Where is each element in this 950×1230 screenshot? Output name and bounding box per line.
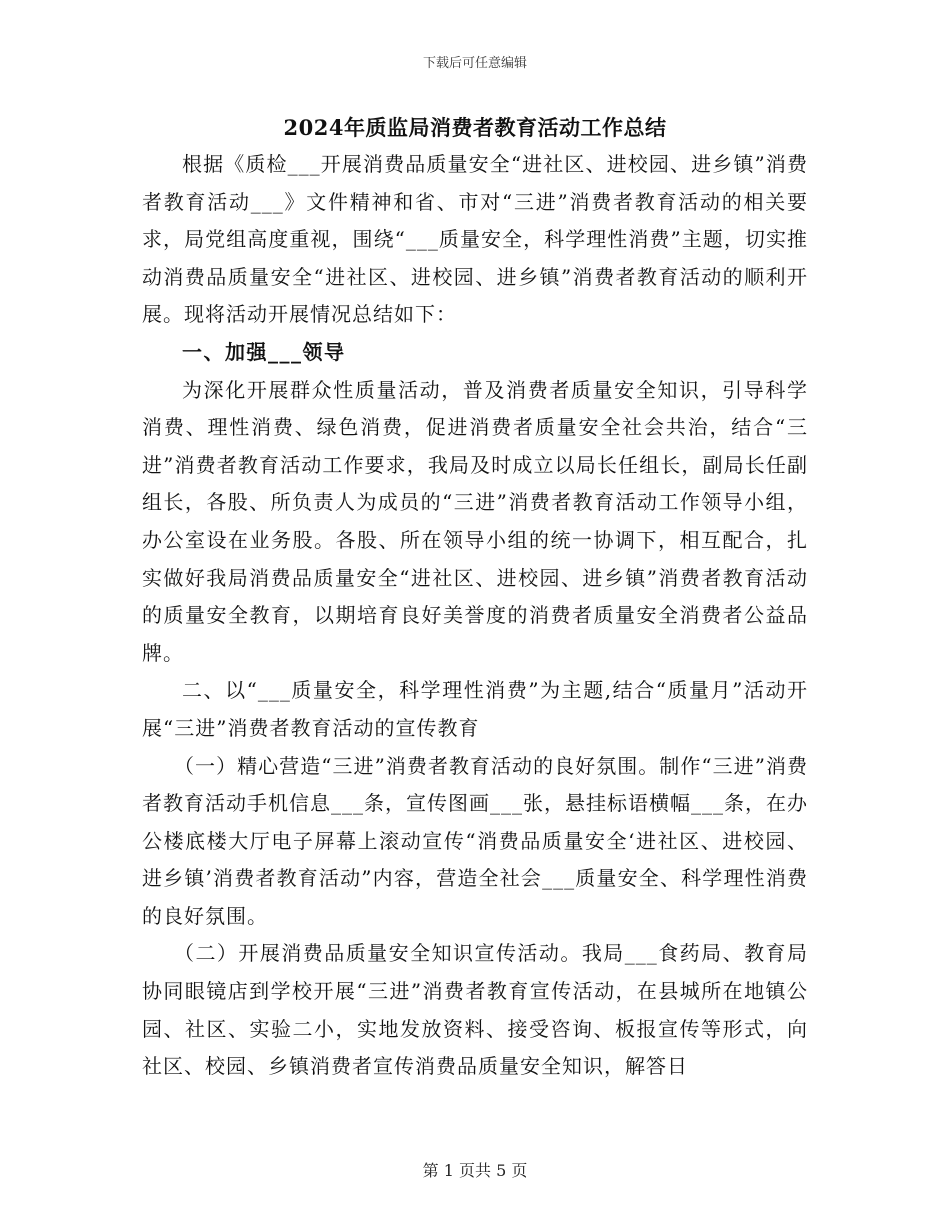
section-heading-2: 二、以“___质量安全，科学理性消费”为主题,结合“质量月”活动开展“三进”消费者教育活动的宣传教育 [142,678,808,740]
document-body [142,146,808,1086]
section-1-paragraph: 为深化开展群众性质量活动，普及消费者质量安全知识，引导科学消费、理性消费、绿色消费，促进消费者质量安全社会共治，结合“三进”消费者教育活动工作要求，我局及时成立以局长任组长，副局长任副组长，各股、所负责人为成员的“三进”消费者教育活动工作领导小组，办公室设在业务股。各股、所在领导小组的统一协调下，相互配合，扎实做好我局消费品质量安全“进社区、进校园、进乡镇”消费者教育活动的质量安全教育，以期培育良好美誉度的消费者质量安全消费者公益品牌。 [142,377,808,665]
subsection-2-paragraph: （二）开展消费品质量安全知识宣传活动。我局___食药局、教育局协同眼镜店到学校开展“三进”消费者教育宣传活动，在县城所在地镇公园、社区、实验二小，实地发放资料、接受咨询、板报宣传等形式，向社区、校园、乡镇消费者宣传消费品质量安全知识，解答日 [142,941,808,1079]
document-title: 2024年质监局消费者教育活动工作总结 [283,115,667,140]
page-footer: 第 1 页共 5 页 [422,1161,528,1180]
subsection-1-paragraph: （一）精心营造“三进”消费者教育活动的良好氛围。制作“三进”消费者教育活动手机信息___条，宣传图画___张，悬挂标语横幅___条，在办公楼底楼大厅电子屏幕上滚动宣传“消费品质量安全‘进社区、进校园、进乡镇’消费者教育活动”内容，营造全社会___质量安全、科学理性消费的良好氛围。 [142,753,808,928]
section-heading-1: 一、加强___领导 [182,339,346,364]
intro-paragraph: 根据《质检___开展消费品质量安全“进社区、进校园、进乡镇”消费者教育活动___》文件精神和省、市对“三进”消费者教育活动的相关要求，局党组高度重视，围绕“___质量安全，科学理性消费”主题，切实推动消费品质量安全“进社区、进校园、进乡镇”消费者教育活动的顺利开展。现将活动开展情况总结如下： [142,152,808,327]
page-header: 下载后可任意编辑 [422,56,527,71]
